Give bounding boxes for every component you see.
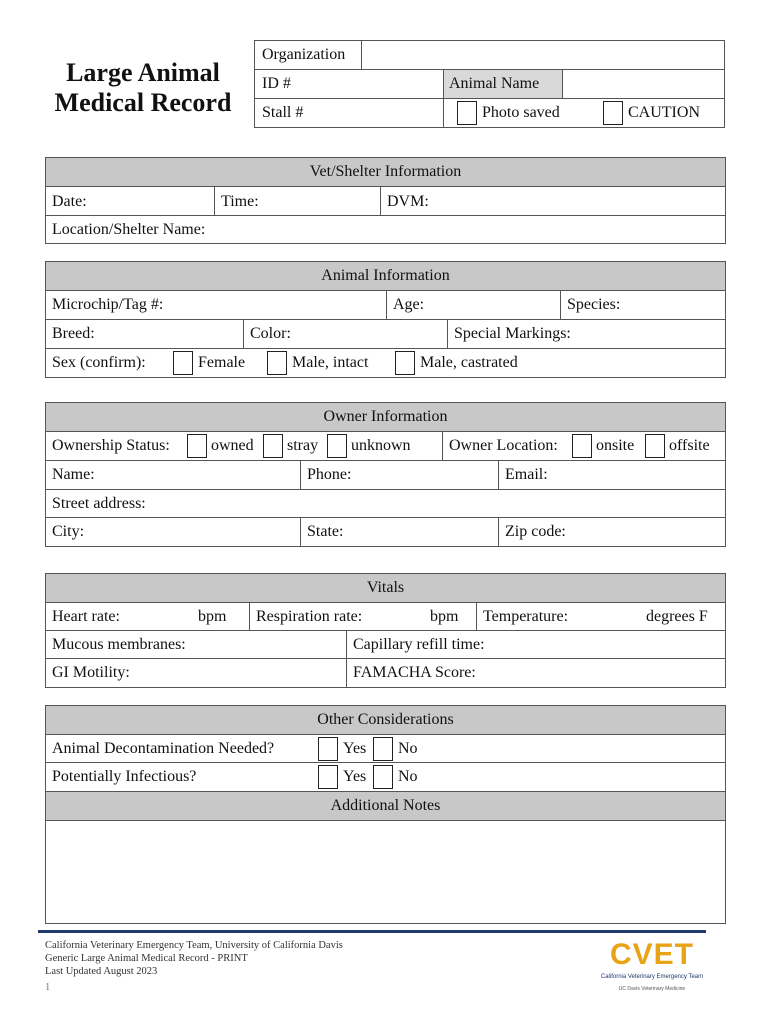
organization-field[interactable] — [361, 40, 725, 70]
temperature-unit: degrees F — [646, 608, 708, 625]
respiration-rate-unit: bpm — [430, 608, 459, 625]
age-label: Age: — [393, 296, 425, 313]
vet-section-header: Vet/Shelter Information — [45, 157, 726, 187]
offsite-label: offsite — [669, 437, 710, 454]
owner-name-label: Name: — [52, 466, 95, 483]
owner-location-label: Owner Location: — [449, 437, 558, 454]
female-checkbox[interactable] — [173, 351, 193, 375]
onsite-label: onsite — [596, 437, 635, 454]
decontamination-yes-checkbox[interactable] — [318, 737, 338, 761]
dvm-field[interactable] — [380, 186, 726, 216]
infectious-label: Potentially Infectious? — [52, 768, 197, 785]
vitals-section-header: Vitals — [45, 573, 726, 603]
dvm-label: DVM: — [387, 193, 429, 210]
famacha-label: FAMACHA Score: — [353, 664, 476, 681]
footer-rule — [38, 930, 706, 933]
stall-label: Stall # — [262, 104, 304, 121]
owner-phone-label: Phone: — [307, 466, 352, 483]
animal-section-header: Animal Information — [45, 261, 726, 291]
stray-checkbox[interactable] — [263, 434, 283, 458]
owner-email-label: Email: — [505, 466, 548, 483]
organization-label: Organization — [262, 46, 346, 63]
caution-label: CAUTION — [628, 104, 700, 121]
footer-line3: Last Updated August 2023 — [45, 966, 158, 977]
photo-saved-checkbox[interactable] — [457, 101, 477, 125]
caution-checkbox[interactable] — [603, 101, 623, 125]
owned-checkbox[interactable] — [187, 434, 207, 458]
cvet-logo-subtitle: UC Davis Veterinary Medicine — [618, 986, 686, 992]
animal-name-field[interactable] — [562, 69, 725, 99]
owned-label: owned — [211, 437, 254, 454]
location-label: Location/Shelter Name: — [52, 221, 206, 238]
animal-name-label: Animal Name — [449, 75, 540, 92]
footer-line2: Generic Large Animal Medical Record - PRINT — [45, 953, 248, 964]
state-label: State: — [307, 523, 344, 540]
gi-motility-label: GI Motility: — [52, 664, 130, 681]
form-title-line2: Medical Record — [54, 88, 232, 117]
street-address-field[interactable] — [45, 489, 726, 518]
infectious-no-checkbox[interactable] — [373, 765, 393, 789]
cvet-logo-wordmark: CVET — [609, 938, 694, 971]
infectious-no-label: No — [398, 768, 418, 785]
respiration-rate-label: Respiration rate: — [256, 608, 363, 625]
decontamination-yes-label: Yes — [343, 740, 367, 757]
notes-section-header: Additional Notes — [45, 791, 726, 821]
male-intact-checkbox[interactable] — [267, 351, 287, 375]
id-label: ID # — [262, 75, 291, 92]
infectious-yes-checkbox[interactable] — [318, 765, 338, 789]
unknown-label: unknown — [351, 437, 411, 454]
cvet-logo — [596, 938, 708, 996]
infectious-yes-label: Yes — [343, 768, 367, 785]
decontamination-no-checkbox[interactable] — [373, 737, 393, 761]
decontamination-no-label: No — [398, 740, 418, 757]
footer-line1: California Veterinary Emergency Team, University of California Davis — [45, 940, 343, 951]
male-castrated-label: Male, castrated — [420, 354, 518, 371]
decontamination-label: Animal Decontamination Needed? — [52, 740, 275, 757]
markings-label: Special Markings: — [454, 325, 571, 342]
heart-rate-unit: bpm — [198, 608, 227, 625]
zip-label: Zip code: — [505, 523, 566, 540]
breed-label: Breed: — [52, 325, 95, 342]
color-label: Color: — [250, 325, 291, 342]
stray-label: stray — [287, 437, 319, 454]
city-label: City: — [52, 523, 85, 540]
owner-section-header: Owner Information — [45, 402, 726, 432]
date-label: Date: — [52, 193, 87, 210]
female-label: Female — [198, 354, 246, 371]
male-castrated-checkbox[interactable] — [395, 351, 415, 375]
temperature-label: Temperature: — [483, 608, 569, 625]
capillary-refill-label: Capillary refill time: — [353, 636, 485, 653]
form-title-line1: Large Animal — [66, 58, 220, 87]
heart-rate-label: Heart rate: — [52, 608, 120, 625]
sex-row — [45, 348, 726, 378]
unknown-checkbox[interactable] — [327, 434, 347, 458]
time-label: Time: — [221, 193, 259, 210]
onsite-checkbox[interactable] — [572, 434, 592, 458]
ownership-status-label: Ownership Status: — [52, 437, 170, 454]
offsite-checkbox[interactable] — [645, 434, 665, 458]
male-intact-label: Male, intact — [292, 354, 369, 371]
photo-saved-label: Photo saved — [482, 104, 560, 121]
mucous-membranes-label: Mucous membranes: — [52, 636, 186, 653]
other-section-header: Other Considerations — [45, 705, 726, 735]
cvet-logo-tagline: California Veterinary Emergency Team — [600, 974, 704, 980]
microchip-label: Microchip/Tag #: — [52, 296, 164, 313]
page-number: 1 — [45, 982, 51, 993]
species-label: Species: — [567, 296, 621, 313]
street-address-label: Street address: — [52, 495, 146, 512]
sex-label: Sex (confirm): — [52, 354, 146, 371]
additional-notes-field[interactable] — [45, 820, 726, 924]
